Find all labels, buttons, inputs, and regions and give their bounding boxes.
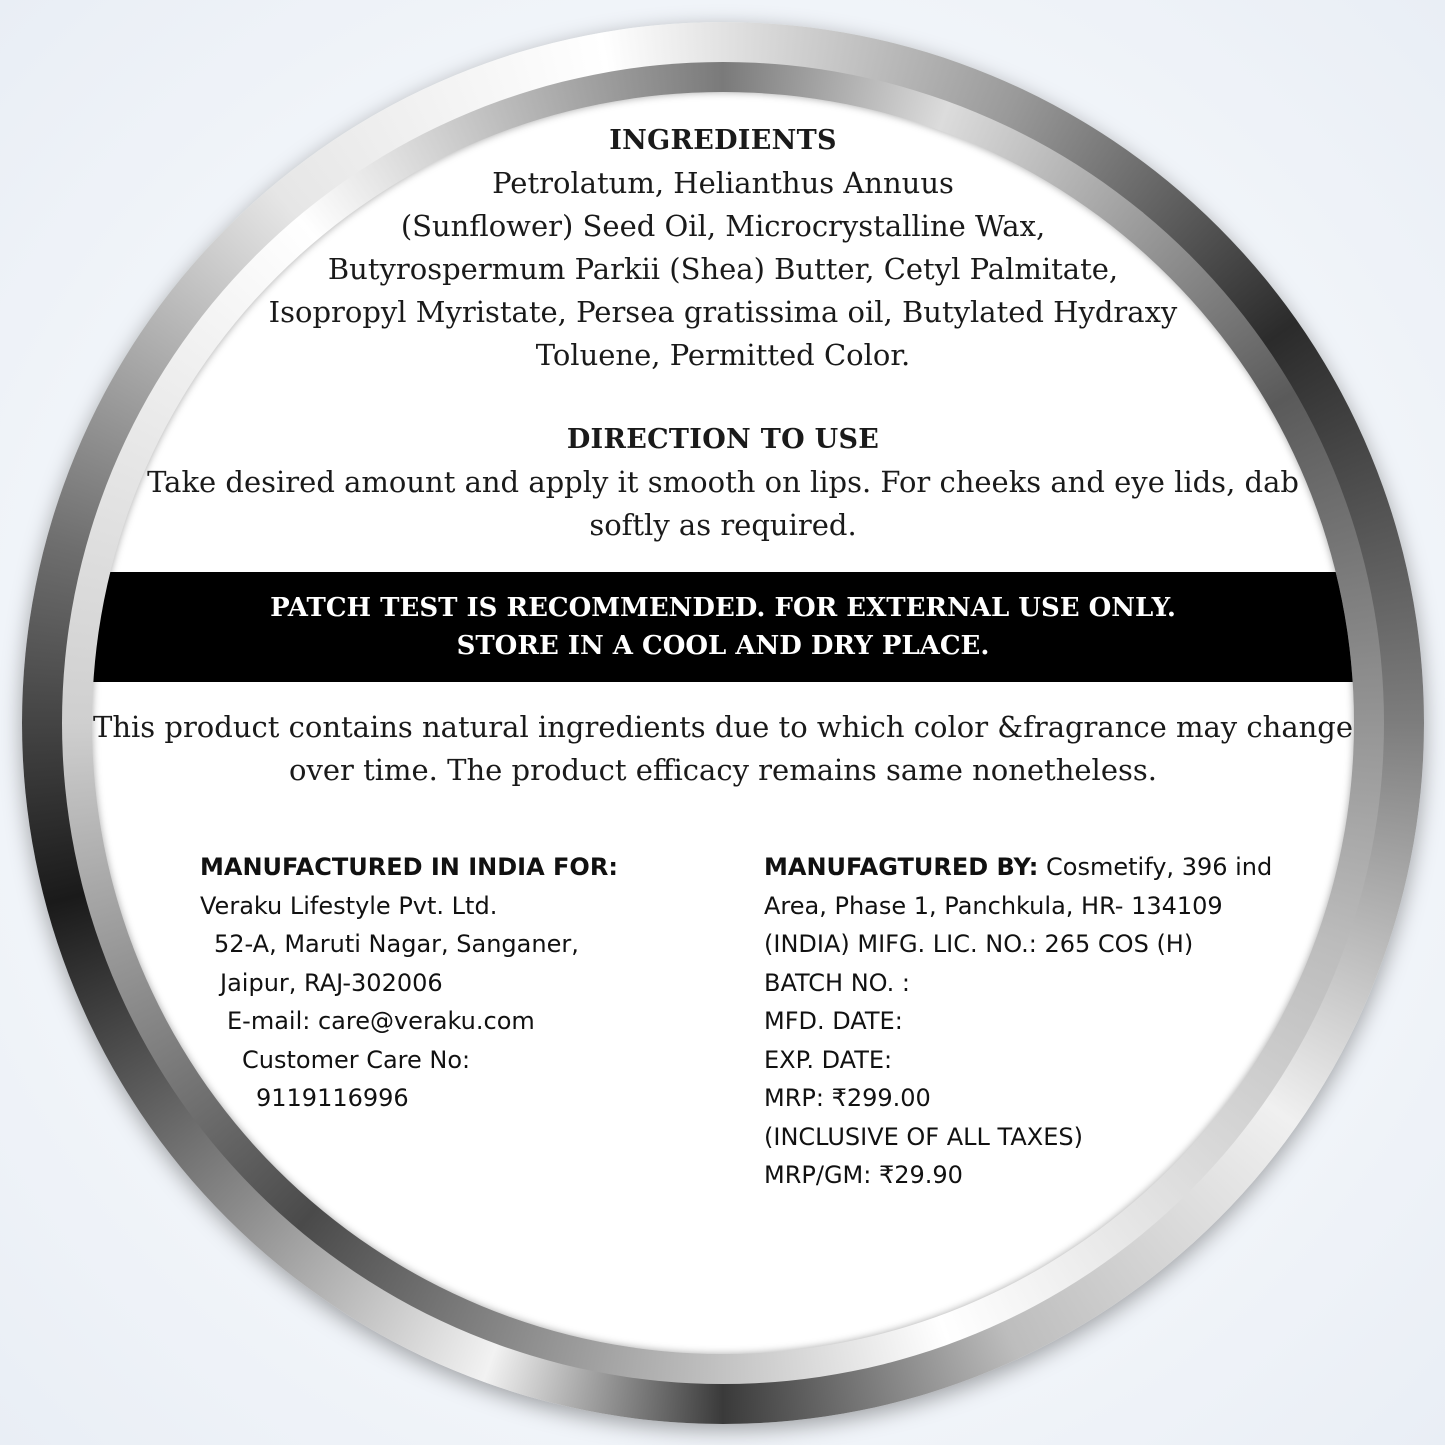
direction-text — [92, 461, 1354, 547]
license-number: (INDIA) MIFG. LIC. NO.: 265 COS (H) — [764, 930, 1194, 958]
ingredients-section — [92, 120, 1354, 377]
ingredients-line: Toluene, Permitted Color. — [535, 338, 911, 372]
taxes-note: (INCLUSIVE OF ALL TAXES) — [764, 1122, 1083, 1151]
customer-care-label: Customer Care No: — [242, 1045, 471, 1074]
address-line-2: Jaipur, RAJ-302006 — [220, 968, 443, 997]
tin-label — [92, 92, 1354, 1354]
mrp-per-gram: MRP/GM: ₹29.90 — [764, 1161, 963, 1189]
natural-ingredients-notice — [92, 706, 1354, 792]
direction-line: Take desired amount and apply it smooth on lips. For cheeks and eye lids, dab — [147, 465, 1299, 499]
ingredients-heading: INGREDIENTS — [609, 125, 837, 156]
manufacturer-address: Area, Phase 1, Panchkula, HR- 134109 — [764, 891, 1223, 920]
ingredients-list — [92, 162, 1354, 377]
ingredients-line: Petrolatum, Helianthus Annuus — [492, 166, 954, 200]
email-line: E-mail: care@veraku.com — [227, 1007, 535, 1035]
notice-line: This product contains natural ingredients due to which color &fragrance may change — [92, 710, 1354, 744]
ingredients-line: Butyrospermum Parkii (Shea) Butter, Cetyl Palmitate, — [327, 252, 1119, 286]
warning-line: PATCH TEST IS RECOMMENDED. FOR EXTERNAL USE ONLY. — [270, 593, 1176, 623]
address-line-1: 52-A, Maruti Nagar, Sanganer, — [214, 930, 579, 958]
manufactured-by-line-1 — [764, 848, 1324, 887]
manufactured-by-section — [764, 848, 1324, 1195]
company-name: Veraku Lifestyle Pvt. Ltd. — [200, 891, 498, 920]
manufactured-for-label: MANUFACTURED IN INDIA FOR: — [200, 853, 618, 881]
ingredients-line: Isopropyl Myristate, Persea gratissima oil, Butylated Hydraxy — [268, 295, 1178, 329]
mrp: MRP: ₹299.00 — [764, 1084, 931, 1112]
mfd-date: MFD. DATE: — [764, 1007, 903, 1035]
exp-date: EXP. DATE: — [764, 1045, 893, 1074]
customer-care-number: 9119116996 — [256, 1084, 409, 1112]
ingredients-line: (Sunflower) Seed Oil, Microcrystalline Wax, — [400, 209, 1046, 243]
manufactured-by-label: MANUFAGTURED BY: — [764, 853, 1039, 881]
warning-banner — [92, 572, 1354, 682]
direction-line: softly as required. — [589, 508, 857, 542]
notice-line: over time. The product efficacy remains same nonetheless. — [289, 753, 1157, 787]
direction-heading: DIRECTION TO USE — [566, 424, 880, 455]
batch-number: BATCH NO. : — [764, 968, 910, 997]
warning-line: STORE IN A COOL AND DRY PLACE. — [456, 631, 990, 661]
manufacturer-name: Cosmetify, 396 ind — [1038, 853, 1273, 881]
manufactured-for-section — [200, 848, 680, 1118]
direction-section — [92, 419, 1354, 547]
